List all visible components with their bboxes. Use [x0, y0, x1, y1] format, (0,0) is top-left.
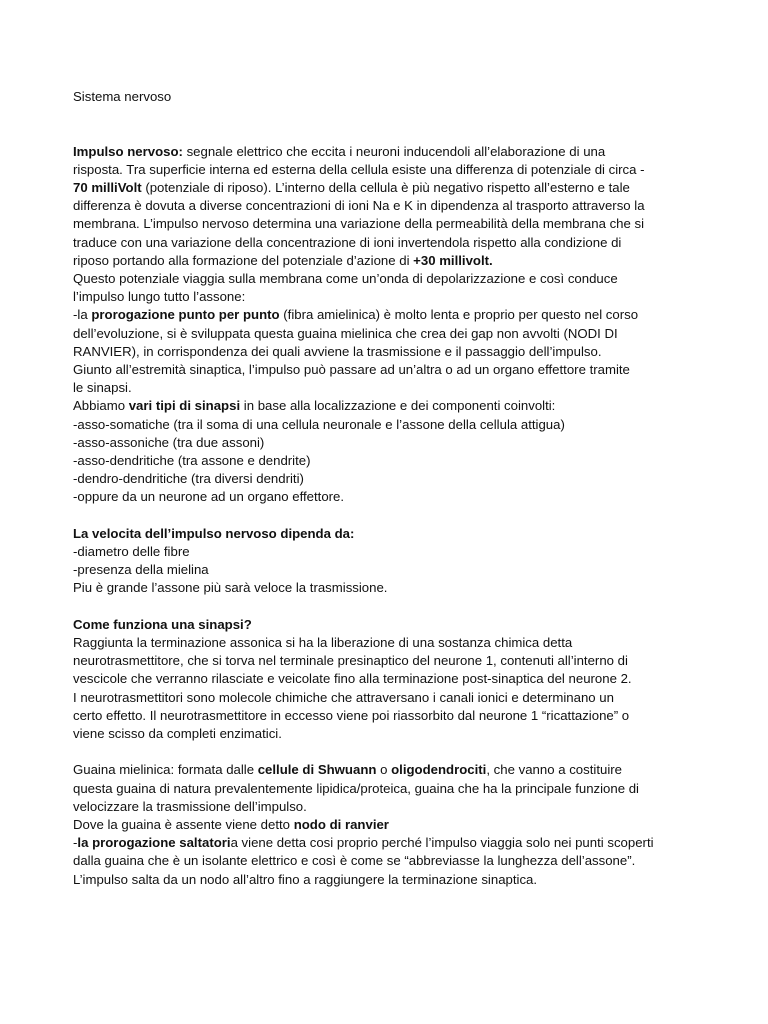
list-item: -presenza della mielina — [73, 562, 209, 578]
text-run: o — [376, 762, 392, 778]
section-heading — [73, 525, 698, 543]
bold-term: cellule di Shwuann — [257, 762, 377, 778]
bold-term: 70 milliVolt — [73, 179, 142, 195]
text-line: traduce con una variazione della concentrazione di ioni invertendola rispetto alla condizione di — [73, 234, 622, 250]
text-line: membrana. L’impulso nervoso determina una variazione della permeabilità della membrana che si — [73, 216, 645, 232]
bold-term: +30 millivolt. — [413, 252, 493, 268]
text-run: in base alla localizzazione e dei componenti coinvolti: — [240, 398, 556, 414]
list-item: -diametro delle fibre — [73, 544, 190, 560]
text-line: risposta. Tra superficie interna ed esterna della cellula esiste una differenza di potenziale di circa - — [73, 161, 645, 177]
bold-term: Impulso nervoso: — [73, 143, 183, 159]
list-item: -asso-dendritiche (tra assone e dendrite) — [73, 453, 311, 469]
text-line: dell’evoluzione, si è sviluppata questa guaina mielinica che crea dei gap non avvolti (NODI DI — [73, 325, 618, 341]
bold-term: vari tipi di sinapsi — [128, 398, 241, 414]
list-item: -dendro-dendritiche (tra diversi dendriti) — [73, 471, 304, 487]
bold-term: la prorogazione saltatori — [77, 835, 231, 851]
text-run: Guaina mielinica: formata dalle — [73, 762, 258, 778]
text-run: Dove la guaina è assente viene detto — [73, 817, 294, 833]
bold-term: oligodendrociti — [391, 762, 487, 778]
spacer — [73, 507, 698, 525]
spacer — [73, 743, 698, 761]
text-line: Questo potenziale viaggia sulla membrana come un’onda di depolarizzazione e così conduce — [73, 271, 618, 286]
text-line: certo effetto. Il neurotrasmettitore in eccesso viene poi riassorbito dal neurone 1 “ricattazione” o — [73, 707, 630, 723]
text-run: (fibra amielinica) è molto lenta e proprio per questo nel corso — [279, 307, 639, 323]
text-line: Raggiunta la terminazione assonica si ha la liberazione di una sostanza chimica detta — [73, 635, 573, 651]
text-run: Abbiamo — [73, 398, 129, 414]
heading-text: Come funziona una sinapsi? — [73, 616, 252, 632]
text-line: RANVIER), in corrispondenza dei quali avviene la trasmissione e il passaggio dell’impulso. — [73, 343, 602, 359]
text-line: viene scisso da completi enzimatici. — [73, 726, 282, 742]
text-line — [73, 306, 698, 324]
text-line: vescicole che verranno rilasciate e veicolate fino alla terminazione post-sinaptica del neurone 2. — [73, 671, 632, 687]
text-line: questa guaina di natura prevalentemente lipidica/proteica, guaina che ha la principale funzione di — [73, 780, 639, 796]
paragraph-impulso-nervoso — [73, 143, 698, 507]
document-page — [73, 88, 698, 889]
text-line: l’impulso lungo tutto l’assone: — [73, 289, 246, 305]
list-item: -asso-somatiche (tra il soma di una cellula neuronale e l’assone della cellula attigua) — [73, 416, 565, 432]
text-line: neurotrasmettitore, che si torva nel terminale presinaptico del neurone 1, contenuti all’interno di — [73, 653, 628, 669]
text-line — [73, 761, 698, 779]
text-run: -la — [73, 307, 92, 323]
spacer — [73, 598, 698, 616]
heading-text: La velocita dell’impulso nervoso dipenda da: — [73, 525, 355, 541]
bold-term: nodo di ranvier — [293, 817, 389, 833]
text-run: , che vanno a costituire — [486, 762, 622, 778]
text-line: Giunto all’estremità sinaptica, l’impulso può passare ad un’altra o ad un organo effettore tramite — [73, 362, 630, 378]
text-line: I neurotrasmettitori sono molecole chimiche che attraversano i canali ionici e determinano un — [73, 689, 614, 705]
paragraph-velocita — [73, 525, 698, 598]
text-line: Piu è grande l’assone più sarà veloce la trasmissione. — [73, 580, 388, 596]
list-item: -asso-assoniche (tra due assoni) — [73, 434, 265, 450]
text-line: L’impulso salta da un nodo all’altro fino a raggiungere la terminazione sinaptica. — [73, 871, 538, 887]
document-title: Sistema nervoso — [73, 89, 172, 104]
text-run: (potenziale di riposo). L’interno della cellula è più negativo rispetto all’esterno e tale — [141, 179, 630, 195]
text-line — [73, 397, 698, 415]
text-line: differenza è dovuta a diverse concentrazioni di ioni Na e K in dipendenza al trasporto attraverso la — [73, 198, 645, 214]
text-run: riposo portando alla formazione del potenziale d’azione di — [73, 252, 414, 268]
text-run: - — [73, 835, 78, 851]
text-line — [73, 816, 698, 834]
text-line — [73, 834, 698, 852]
text-line — [73, 179, 698, 197]
list-item: -oppure da un neurone ad un organo effettore. — [73, 489, 345, 505]
bold-term: prorogazione punto per punto — [91, 307, 280, 323]
paragraph-sinapsi — [73, 616, 698, 743]
text-run: segnale elettrico che eccita i neuroni inducendoli all’elaborazione di una — [182, 143, 606, 159]
section-heading — [73, 616, 698, 634]
text-line — [73, 252, 698, 270]
paragraph-guaina — [73, 761, 698, 888]
text-line: dalla guaina che è un isolante elettrico e così è come se “abbreviasse la lunghezza dell’assone”. — [73, 853, 636, 869]
text-line: le sinapsi. — [73, 380, 132, 396]
text-line: velocizzare la trasmissione dell’impulso. — [73, 798, 307, 814]
text-line — [73, 143, 698, 161]
spacer — [73, 106, 698, 142]
text-run: a viene detta cosi proprio perché l’impulso viaggia solo nei punti scoperti — [230, 835, 654, 851]
